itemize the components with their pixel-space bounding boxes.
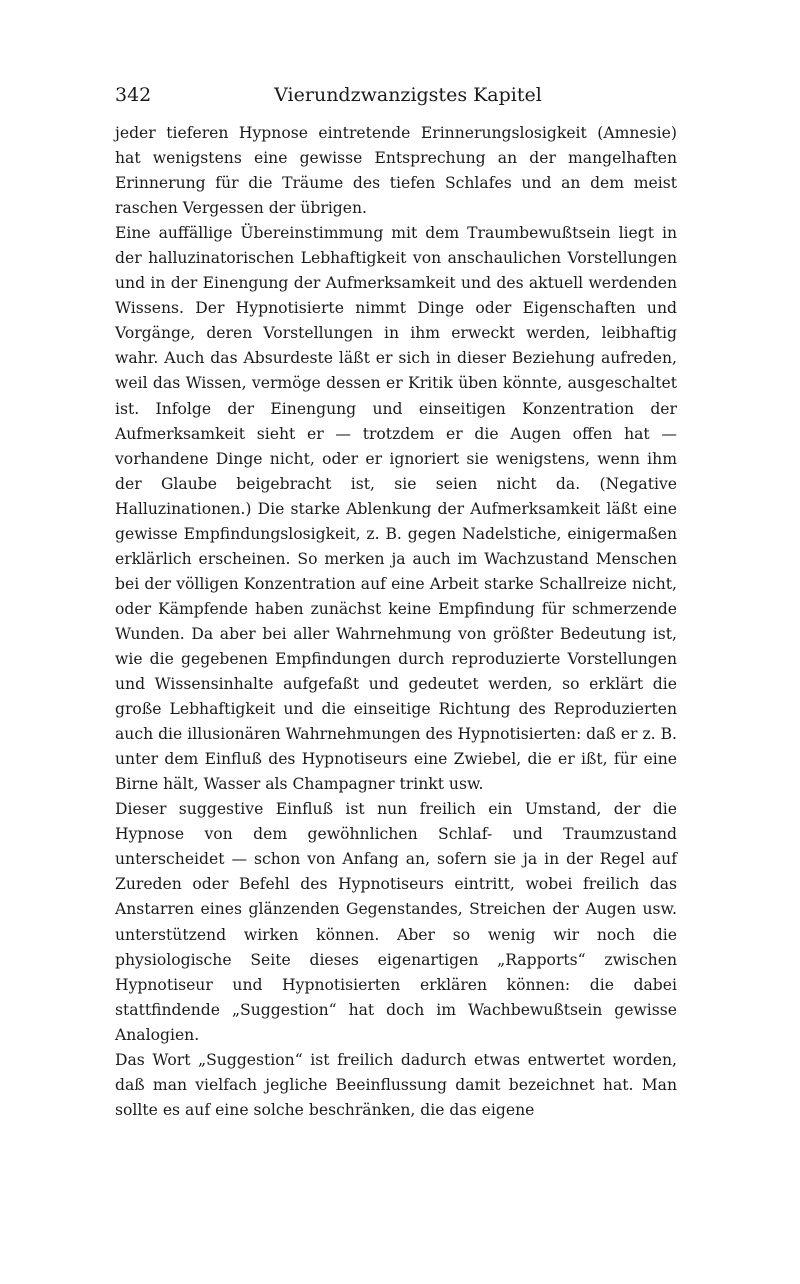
paragraph: Dieser suggestive Einfluß ist nun freilich ein Umstand, der die Hypnose von dem gewöhnlichen Schlaf- und Traumzustand unterscheidet — schon von Anfang an, sofern sie ja in der Regel auf Zureden oder Befehl des Hypnotiseurs eintritt, wobei freilich das Anstarren eines glänzenden Gegenstandes, Streichen der Augen usw. unterstützend wirken können. Aber so wenig wir noch die physiologische Seite dieses eigenartigen „Rapports“ zwischen Hypnotiseur und Hypnotisierten erklären können: die dabei stattfindende „Suggestion“ hat doch im Wachbewußtsein gewisse Analogien. bbox=[115, 800, 677, 1044]
paragraph: Eine auffällige Übereinstimmung mit dem Traumbewußtsein liegt in der halluzinatorischen Lebhaftigkeit von anschaulichen Vorstellungen und in der Einengung der Aufmerksamkeit und des aktuell werdenden Wissens. Der Hypnotisierte nimmt Dinge oder Eigenschaften und Vorgänge, deren Vorstellungen in ihm erweckt werden, leibhaftig wahr. Auch das Absurdeste läßt er sich in dieser Beziehung aufreden, weil das Wissen, vermöge dessen er Kritik üben könnte, ausgeschaltet ist. Infolge der Einengung und einseitigen Konzentration der Aufmerksamkeit sieht er — trotzdem er die Augen offen hat — vorhandene Dinge nicht, oder er ignoriert sie wenigstens, wenn ihm der Glaube beigebracht ist, sie seien nicht da. (Negative Halluzinationen.) Die starke Ablenkung der Aufmerksamkeit läßt eine gewisse Empfindungslosigkeit, z. B. gegen Nadelstiche, einigermaßen erklärlich erscheinen. So merken ja auch im Wachzustand Menschen bei der völligen Konzentration auf eine Arbeit starke Schallreize nicht, oder Kämpfende haben zunächst keine Empfindung für schmerzende Wunden. Da aber bei aller Wahrnehmung von größter Bedeutung ist, wie die gegebenen Empfindungen durch reproduzierte Vorstellungen und Wissensinhalte aufgefaßt und gedeutet werden, so erklärt die große Lebhaftigkeit und die einseitige Richtung des Reproduzierten auch die illusionären Wahrnehmungen des Hypnotisierten: daß er z. B. unter dem Einfluß des Hypnotiseurs eine Zwiebel, die er ißt, für eine Birne hält, Wasser als Champagner trinkt usw. bbox=[115, 224, 677, 794]
page-header bbox=[115, 80, 677, 110]
body-text bbox=[115, 121, 677, 1123]
paragraph: jeder tieferen Hypnose eintretende Erinnerungslosigkeit (Amnesie) hat wenigstens eine gewisse Entsprechung an der mangelhaften Erinnerung für die Träume des tiefen Schlafes und an dem meist raschen Vergessen der übrigen. bbox=[115, 124, 677, 218]
page-number: 342 bbox=[115, 84, 152, 106]
paragraph: Das Wort „Suggestion“ ist freilich dadurch etwas entwertet worden, daß man vielfach jegliche Beeinflussung damit bezeichnet hat. Man sollte es auf eine solche beschränken, die das eigene bbox=[115, 1050, 677, 1119]
running-head: Vierundzwanzigstes Kapitel bbox=[274, 84, 542, 106]
